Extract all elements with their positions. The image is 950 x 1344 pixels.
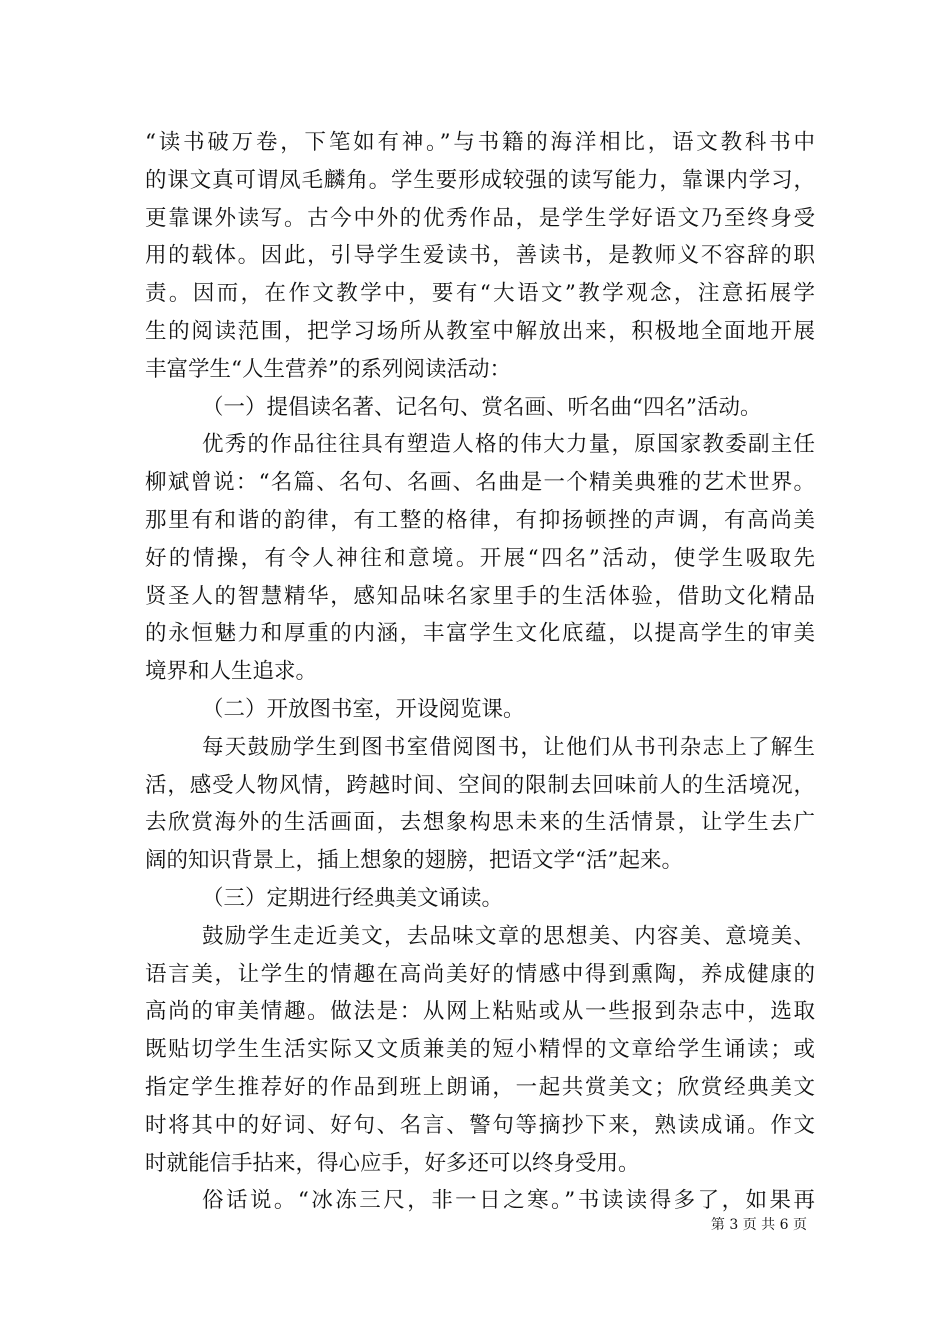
text-line: 时就能信手拈来，得心应手，好多还可以终身受用。 xyxy=(145,1150,640,1176)
text-line: “读书破万卷，下笔如有神。”与书籍的海洋相比，语文教科书中 xyxy=(145,130,815,155)
body-text xyxy=(145,124,815,1220)
text-line: 优秀的作品往往具有塑造人格的伟大力量，原国家教委副主任 xyxy=(202,432,815,458)
text-line: 丰富学生“人生营养”的系列阅读活动： xyxy=(145,356,511,382)
text-line: 活，感受人物风情，跨越时间、空间的限制去回味前人的生活境况， xyxy=(145,772,815,798)
text-line: 责。因而，在作文教学中，要有“大语文”教学观念，注意拓展学 xyxy=(145,281,815,307)
text-line: 柳斌曾说：“名篇、名句、名画、名曲是一个精美典雅的艺术世界。 xyxy=(145,470,815,496)
text-line: 的课文真可谓凤毛麟角。学生要形成较强的读写能力，靠课内学习， xyxy=(145,167,815,193)
text-line: 时将其中的好词、好句、名言、警句等摘抄下来，熟读成诵。作文 xyxy=(145,1112,815,1138)
text-line: （一）提倡读名著、记名句、赏名画、听名曲“四名”活动。 xyxy=(202,394,762,420)
text-line: 的永恒魅力和厚重的内涵，丰富学生文化底蕴，以提高学生的审美 xyxy=(145,621,815,647)
text-line: 指定学生推荐好的作品到班上朗诵，一起共赏美文；欣赏经典美文 xyxy=(145,1074,815,1100)
text-line: 语言美，让学生的情趣在高尚美好的情感中得到熏陶，养成健康的 xyxy=(145,961,815,987)
text-line: 高尚的审美情趣。做法是：从网上粘贴或从一些报到杂志中，选取 xyxy=(145,999,815,1025)
text-line: 用的载体。因此，引导学生爱读书，善读书，是教师义不容辞的职 xyxy=(145,243,815,269)
text-line: 生的阅读范围，把学习场所从教室中解放出来，积极地全面地开展 xyxy=(145,318,815,344)
page-footer: 第 3 页 共 6 页 xyxy=(710,1217,807,1233)
text-line: 俗话说。“冰冻三尺，非一日之寒。”书读读得多了，如果再 xyxy=(202,1188,815,1214)
text-line: 更靠课外读写。古今中外的优秀作品，是学生学好语文乃至终身受 xyxy=(145,205,815,231)
text-line: （二）开放图书室，开设阅览课。 xyxy=(202,696,525,722)
text-line: 鼓励学生走近美文，去品味文章的思想美、内容美、意境美、 xyxy=(202,923,815,949)
text-line: 去欣赏海外的生活画面，去想象构思未来的生活情景，让学生去广 xyxy=(145,810,815,836)
text-line: （三）定期进行经典美文诵读。 xyxy=(202,885,504,911)
text-line: 阔的知识背景上，插上想象的翅膀，把语文学“活”起来。 xyxy=(145,848,683,874)
text-line: 境界和人生追求。 xyxy=(145,659,318,685)
text-line: 既贴切学生生活实际又文质兼美的短小精悍的文章给学生诵读；或 xyxy=(145,1037,815,1063)
text-line: 那里有和谐的韵律，有工整的格律，有抑扬顿挫的声调，有高尚美 xyxy=(145,507,815,533)
text-line: 好的情操，有令人神往和意境。开展“四名”活动，使学生吸取先 xyxy=(145,545,815,571)
text-line: 每天鼓励学生到图书室借阅图书，让他们从书刊杂志上了解生 xyxy=(202,734,815,760)
text-line: 贤圣人的智慧精华，感知品味名家里手的生活体验，借助文化精品 xyxy=(145,583,815,609)
